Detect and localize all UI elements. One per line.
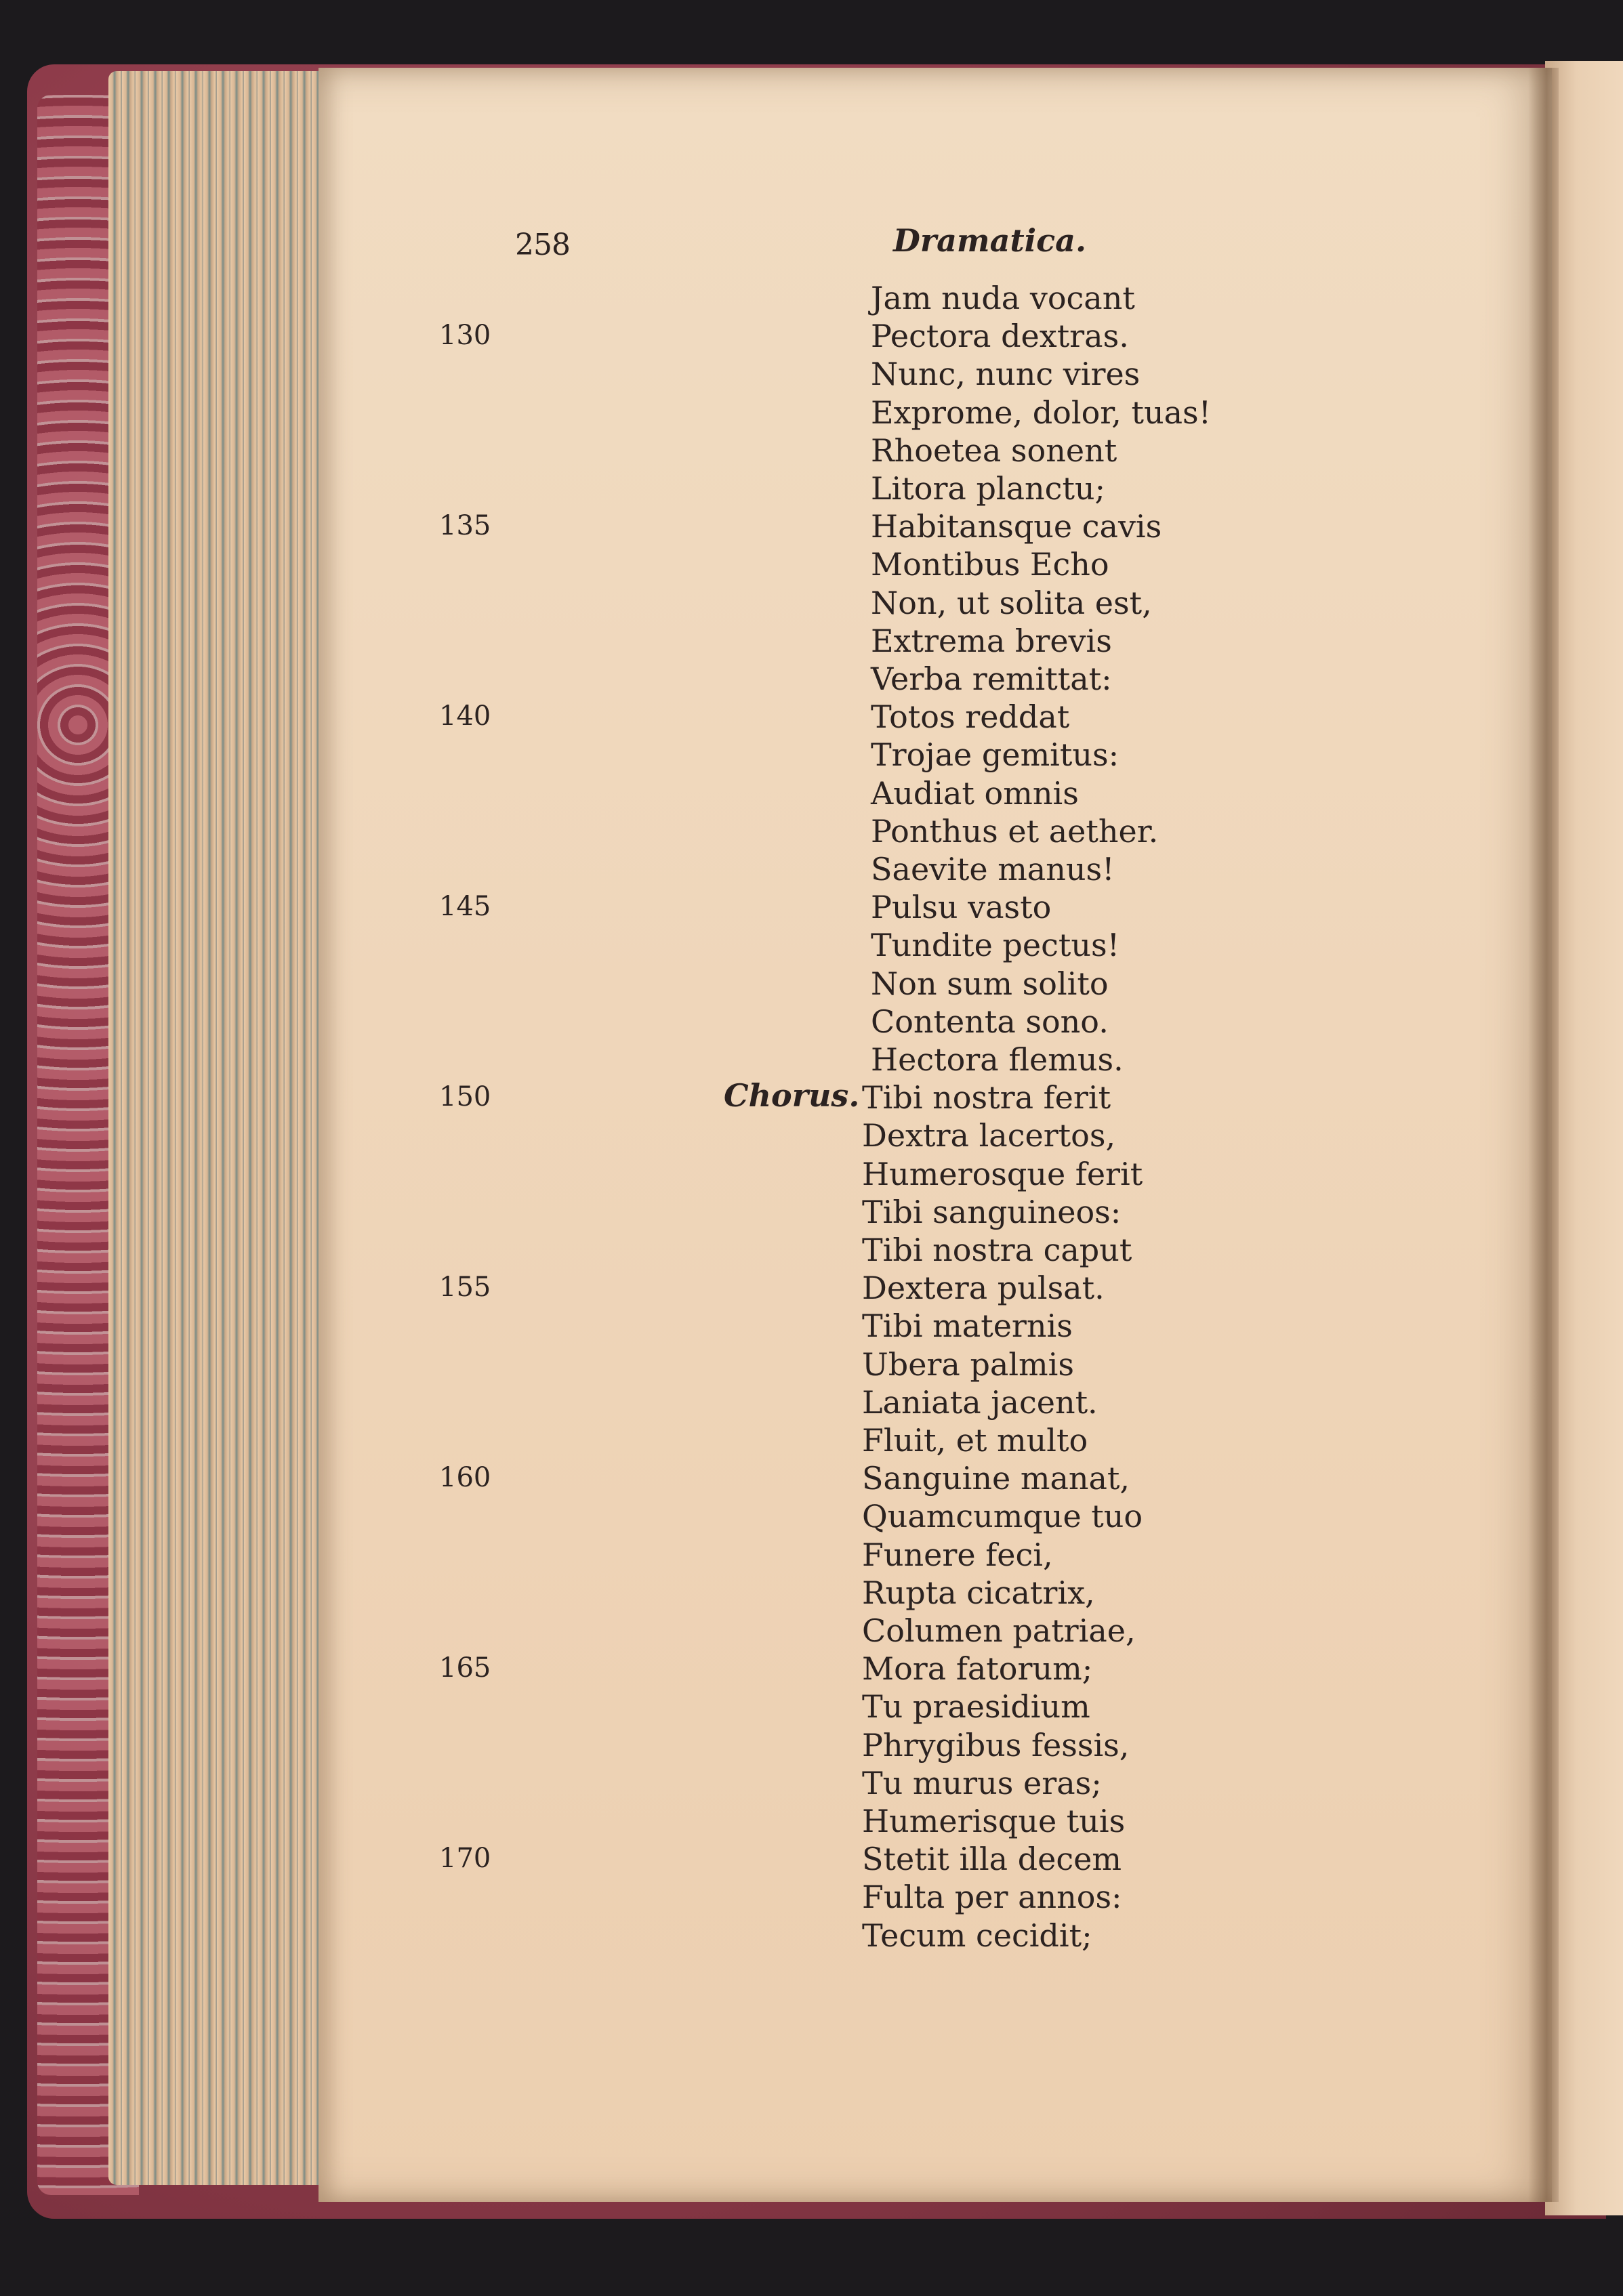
verse-line: Tibi nostra caput	[862, 1232, 1132, 1268]
verse-line: Fulta per annos:	[862, 1879, 1122, 1916]
verse-line: Pectora dextras.	[871, 318, 1129, 355]
verse-line: Ponthus et aether.	[871, 812, 1159, 850]
line-number: 160	[439, 1462, 491, 1494]
verse-line: Tu praesidium	[862, 1688, 1090, 1726]
verse-line: Extrema brevis	[871, 622, 1112, 659]
line-number: 170	[439, 1843, 491, 1875]
verse-line: Litora planctu;	[871, 470, 1106, 507]
line-number: 145	[439, 891, 491, 923]
verse-line: Stetit illa decem	[862, 1841, 1122, 1878]
line-number: 155	[439, 1272, 491, 1303]
verse-line: Nunc, nunc vires	[871, 356, 1141, 393]
verse-line: Dextera pulsat.	[862, 1270, 1105, 1307]
verse-line: Saevite manus!	[871, 851, 1115, 888]
verse-line: Humerosque ferit	[862, 1155, 1143, 1192]
page-gutter	[1528, 68, 1559, 2202]
verse-line: Humerisque tuis	[862, 1803, 1126, 1839]
verse-line: Jam nuda vocant	[871, 280, 1135, 316]
verse-line: Verba remittat:	[871, 661, 1112, 697]
verse-line: Audiat omnis	[871, 774, 1079, 812]
line-number: 150	[439, 1081, 491, 1113]
line-number: 140	[439, 701, 491, 732]
verse-line: Quamcumque tuo	[862, 1498, 1143, 1535]
verse-line: Dextra lacertos,	[862, 1117, 1116, 1154]
verse-line: Non, ut solita est,	[871, 584, 1152, 621]
verse-line: Tecum cecidit;	[862, 1917, 1092, 1954]
line-number: 165	[439, 1652, 491, 1684]
verse-line: Tibi maternis	[862, 1308, 1073, 1345]
verse-line: Tundite pectus!	[871, 927, 1120, 964]
verse-line: Tu murus eras;	[862, 1764, 1102, 1801]
page-number: 258	[515, 228, 570, 262]
verse-line: Non sum solito	[871, 965, 1109, 1002]
verse-line: Habitansque cavis	[871, 508, 1162, 545]
verse-line: Totos reddat	[871, 698, 1070, 736]
verse-line: Rhoetea sonent	[871, 432, 1117, 469]
verse-line: Pulsu vasto	[871, 889, 1052, 926]
verse-line: Montibus Echo	[871, 546, 1109, 583]
verse-line: Exprome, dolor, tuas!	[871, 394, 1212, 431]
verse-line: Contenta sono.	[871, 1003, 1109, 1040]
verse-line: Tibi nostra ferit	[862, 1079, 1111, 1116]
verse-line: Funere feci,	[862, 1536, 1053, 1573]
line-number: 130	[439, 320, 491, 352]
running-head: Dramatica.	[893, 222, 1086, 259]
verse-line: Laniata jacent.	[862, 1383, 1098, 1421]
page-edges	[108, 71, 339, 2185]
line-number: 135	[439, 510, 491, 542]
verse-line: Rupta cicatrix,	[862, 1574, 1095, 1611]
verse-line: Sanguine manat,	[862, 1460, 1130, 1497]
verse-line: Hectora flemus.	[871, 1041, 1124, 1078]
speaker-label: Chorus.	[724, 1077, 860, 1114]
verse-line: Fluit, et multo	[862, 1422, 1088, 1459]
verse-line: Ubera palmis	[862, 1345, 1074, 1383]
verse-line: Columen patriae,	[862, 1612, 1136, 1649]
verse-line: Tibi sanguineos:	[862, 1193, 1122, 1230]
verse-line: Trojae gemitus:	[871, 736, 1119, 774]
verse-line: Mora fatorum;	[862, 1650, 1093, 1688]
verse-line: Phrygibus fessis,	[862, 1726, 1130, 1763]
